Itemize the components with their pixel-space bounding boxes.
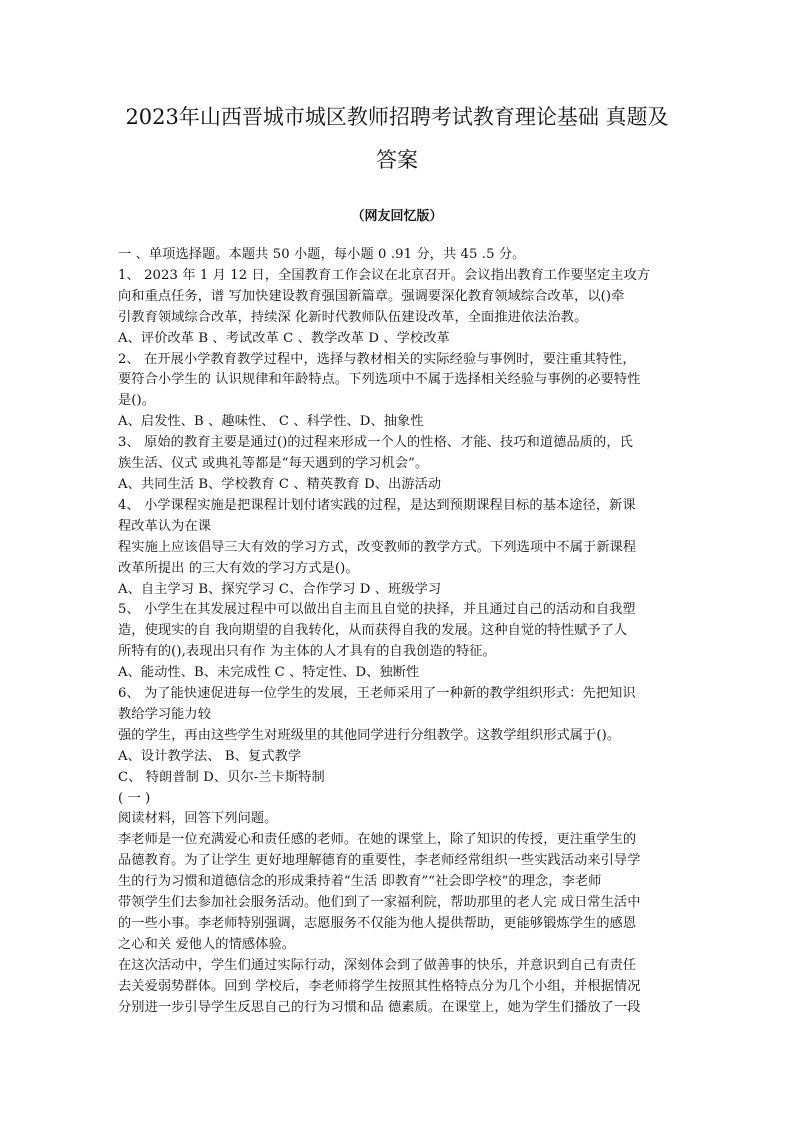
document-body	[118, 245, 678, 1019]
body-line: 向和重点任务，谱 写加快建设教育强国新篇章。强调要深化教育领域综合改革，以()牵	[118, 288, 625, 304]
body-line: A、自主学习 B、探究学习 C、合作学习 D 、班级学习	[118, 581, 442, 597]
body-line: 程实施上应该倡导三大有效的学习方式，改变教师的教学方式。下列选项中不属于新课程	[118, 539, 637, 555]
body-line: 引教育领域综合改革，持续深 化新时代教师队伍建设改革，全面推进依法治教。	[118, 309, 588, 325]
body-line: 品德教育。为了让学生 更好地理解德育的重要性，李老师经常组织一些实践活动来引导学	[118, 853, 641, 869]
body-line: 1、 2023 年 1 月 12 日，全国教育工作会议在北京召开。会议指出教育工作要坚定主攻方	[118, 267, 651, 283]
document-title-line-2: 答案	[376, 148, 418, 172]
body-line: 强的学生，再由这些学生对班级里的其他同学进行分组教学。这教学组织形式属于()。	[118, 727, 621, 743]
body-line: A、评价改革 B 、考试改革 C 、教学改革 D 、学校改革	[118, 330, 450, 346]
body-line: 生的行为习惯和道德信念的形成秉持着“生活 即教育”“社会即学校”的理念，李老师	[118, 874, 602, 890]
body-line: 去关爱弱势群体。回到 学校后，李老师将学生按照其性格特点分为几个小组，并根据情况	[118, 978, 641, 994]
body-line: 4、 小学课程实施是把课程计划付诸实践的过程，是达到预期课程目标的基本途径，新课	[118, 497, 636, 513]
body-line: 6、 为了能快速促进每一位学生的发展，王老师采用了一种新的教学组织形式：先把知识	[118, 686, 636, 702]
body-line: 分别进一步引导学生反思自己的行为习惯和品 德素质。在课堂上，她为学生们播放了一段	[118, 999, 641, 1015]
document-subtitle: （网友回忆版）	[351, 209, 443, 224]
body-line: 是()。	[118, 393, 156, 409]
body-line: 要符合小学生的 认识规律和年龄特点。下列选项中不属于选择相关经验与事例的必要特性	[118, 372, 641, 388]
body-line: 一 、单项选择题。本题共 50 小题，每小题 0 .91 分，共 45 .5 分。	[118, 247, 526, 262]
body-line: 造，使现实的自 我向期望的自我转化，从而获得自我的发展。这种自觉的特性赋予了人	[118, 623, 628, 639]
body-line: A、设计教学法、 B、复式教学	[118, 748, 302, 764]
body-line: 阅读材料，回答下列问题。	[118, 811, 278, 827]
body-line: 所特有的(),表现出只有作 为主体的人才具有的自我创造的特征。	[118, 644, 496, 660]
body-line: 族生活、仪式 或典礼等都是“每天遇到的学习机会”。	[118, 456, 429, 472]
body-line: 2、 在开展小学教育教学过程中，选择与教材相关的实际经验与事例时，要注重其特性，	[118, 351, 636, 367]
body-line: 在这次活动中，学生们通过实际行动，深刻体会到了做善事的快乐，并意识到自己有责任	[118, 957, 637, 973]
body-line: 改革所提出 的三大有效的学习方式是()。	[118, 560, 359, 576]
body-line: 的一些小事。李老师特别强调，志愿服务不仅能为他人提供帮助，更能够锻炼学生的感恩	[118, 916, 637, 931]
body-line: 程改革认为在课	[118, 518, 212, 534]
body-line: 3、 原始的教育主要是通过()的过程来形成一个人的性格、才能、技巧和道德品质的，氏	[118, 435, 633, 451]
body-line: 5、 小学生在其发展过程中可以做出自主而且自觉的抉择，并且通过自己的活动和自我塑	[118, 602, 636, 618]
body-line: 李老师是一位充满爱心和责任感的老师。在她的课堂上，除了知识的传授，更注重学生的	[118, 832, 637, 848]
document-title-line-1: 2023年山西晋城市城区教师招聘考试教育理论基础 真题及	[125, 105, 669, 129]
body-line: C、 特朗普制 D、贝尔-兰卡斯特制	[118, 769, 325, 785]
body-line: 带领学生们去参加社会服务活动。他们到了一家福利院，帮助那里的老人完 成日常生活中	[118, 895, 641, 911]
body-line: A、共同生活 B、学校教育 C 、精英教育 D、出游活动	[118, 476, 442, 492]
body-line: ( 一 )	[118, 790, 151, 806]
body-line: A、启发性、B 、趣味性、 C 、科学性、D、抽象性	[118, 414, 424, 430]
body-line: 之心和关 爱他人的情感体验。	[118, 936, 296, 952]
body-line: A、能动性、B、未完成性 C 、特定性、D、独断性	[118, 665, 420, 681]
body-line: 教给学习能力较	[118, 706, 212, 722]
